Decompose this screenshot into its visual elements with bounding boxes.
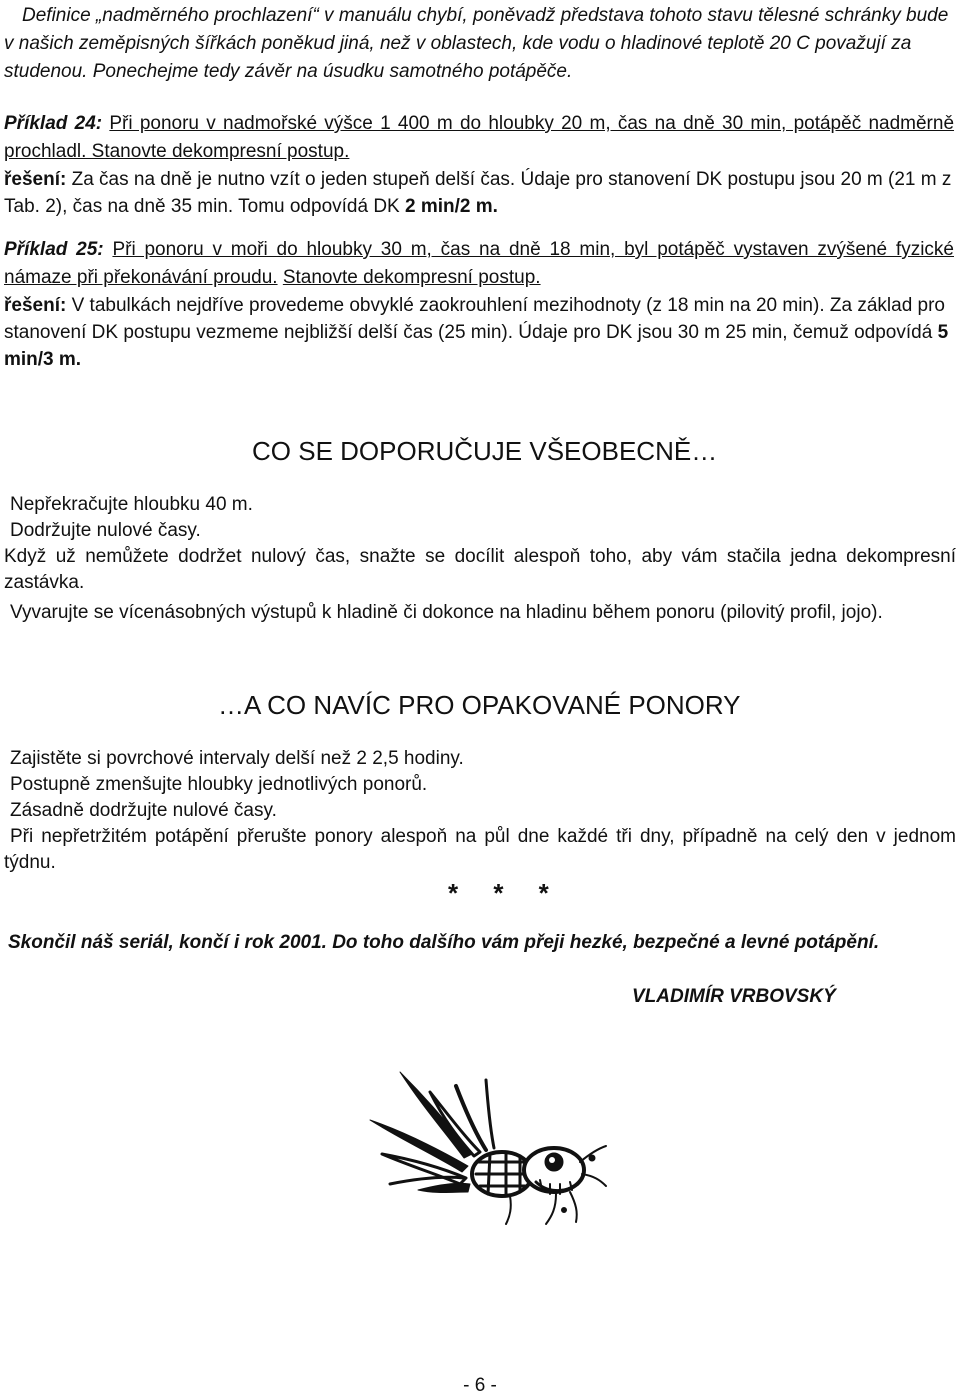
list-item: Zásadně dodržujte nulové časy. — [10, 800, 277, 821]
list-item: Postupně zmenšujte hloubky jednotlivých ponorů. — [10, 774, 428, 795]
example-25-problem-rest: Stanovte dekompresní postup. — [282, 267, 541, 288]
example-24-solution — [4, 166, 954, 220]
example-25-result: 5 min/3 m. — [4, 322, 949, 370]
list-item: Nepřekračujte hloubku 40 m. — [10, 494, 253, 515]
example-25-problem — [4, 236, 954, 292]
example-24-result: 2 min/2 m. — [405, 196, 498, 217]
closing-sentence: Skončil náš seriál, končí i rok 2001. Do toho dalšího vám přeji hezké, bezpečné a levné potápění. — [8, 932, 880, 953]
example-24-solution-label: řešení: — [4, 169, 67, 190]
example-24-problem — [4, 110, 954, 166]
example-24 — [4, 110, 954, 220]
list-item: Zajistěte si povrchové intervaly delší než 2 2,5 hodiny. — [10, 748, 464, 769]
example-25-problem-text: Při ponoru v moři do hloubky 30 m, čas na dně 18 min, byl potápěč vystaven zvýšené fyzické námaze při překonávání proudu. — [4, 239, 954, 288]
example-25-solution — [4, 292, 954, 373]
page-number: - 6 - — [463, 1375, 497, 1396]
example-25-label: Příklad 25: — [4, 239, 104, 260]
example-24-solution-text: Za čas na dně je nutno vzít o jeden stupeň delší čas. Údaje pro stanovení DK postupu jsou 20 m (21 m z Tab. 2), čas na dně 35 min. Tomu odpovídá DK — [4, 169, 952, 217]
example-25-solution-text: V tabulkách nejdříve provedeme obvyklé zaokrouhlení mezihodnoty (z 18 min na 20 min). Za základ pro stanovení DK postupu vezmeme nejbližší delší čas (25 min). Údaje pro DK jsou 30 m 25 min, čemuž odpovídá — [4, 295, 945, 343]
example-24-problem-text: Při ponoru v nadmořské výšce 1 400 m do hloubky 20 m, čas na dně 30 min, potápěč nadměrně prochladl. Stanovte dekompresní postup. — [4, 113, 955, 162]
section-general-list — [4, 492, 956, 626]
example-25 — [4, 236, 954, 373]
list-item: Dodržujte nulové časy. — [10, 520, 201, 541]
separator-stars: * * * — [448, 878, 563, 908]
list-item: Vyvarujte se vícenásobných výstupů k hladině či dokonce na hladinu během ponoru (pilovitý profil, jojo). — [10, 602, 883, 623]
intro-paragraph: Definice „nadměrného prochlazení“ v manuálu chybí, poněvadž představa tohoto stavu tělesné schránky bude v našich zeměpisných šířkách poněkud jiná, než v oblastech, kde vodu o hladinové teplotě 20 C považují za studenou. Ponechejme tedy závěr na úsudku samotného potápěče. — [4, 5, 949, 82]
section-repeat-dives-heading: …A CO NAVÍC PRO OPAKOVANÉ PONORY — [218, 690, 741, 720]
list-item: Při nepřetržitém potápění přerušte ponory alespoň na půl dne každé tři dny, případně na celý den v jednom týdnu. — [4, 826, 956, 873]
fish-creature-icon — [360, 1062, 610, 1232]
example-24-label: Příklad 24: — [4, 113, 103, 134]
section-repeat-dives-list — [4, 746, 956, 876]
author-signature: VLADIMÍR VRBOVSKÝ — [632, 986, 836, 1007]
list-item: Když už nemůžete dodržet nulový čas, snažte se docílit alespoň toho, aby vám stačila jedna dekompresní zastávka. — [4, 546, 956, 593]
section-general-heading: CO SE DOPORUČUJE VŠEOBECNĚ… — [252, 436, 718, 466]
example-25-solution-label: řešení: — [4, 295, 67, 316]
